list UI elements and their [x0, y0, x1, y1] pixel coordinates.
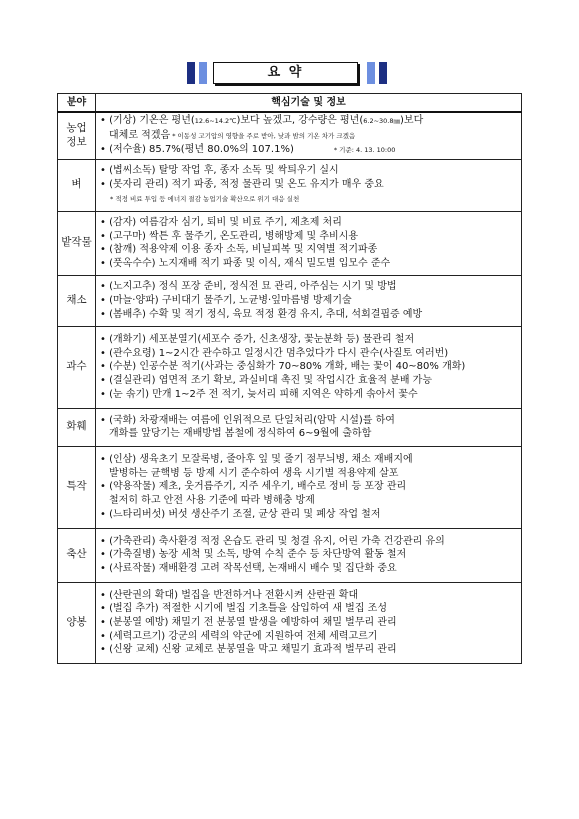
content-line — [100, 427, 518, 441]
content-line — [100, 294, 518, 308]
content-line — [100, 333, 518, 347]
line-text: 발병하는 균핵병 등 방제 시기 준수하여 생육 시기별 적용약제 살포 — [109, 467, 399, 479]
line-text: • (사료작물) 재배환경 고려 작목선택, 논재배시 배수 및 집단화 중요 — [100, 563, 397, 575]
content-line — [100, 280, 518, 294]
field-cell — [58, 408, 96, 446]
line-text: • (관수요령) 1~2시간 관수하고 일정시간 멈추었다가 다시 관수(사질토 여러번) — [100, 347, 449, 359]
content-cell — [96, 159, 522, 211]
line-text: • (신왕 교체) 신왕 교체로 분봉열을 막고 채밀기 효과적 벌무리 관리 — [100, 644, 397, 656]
field-label: 채소 — [66, 293, 87, 306]
title-deco-bar — [199, 62, 207, 84]
line-text: )보다 높겠고, 강수량은 평년( — [236, 115, 364, 126]
field-cell — [58, 528, 96, 582]
line-text: • (기상) 기온은 평년( — [100, 115, 195, 126]
field-label: 벼 — [71, 178, 82, 191]
title-deco-bar — [187, 62, 195, 84]
title-deco-bar — [379, 62, 387, 84]
line-note: * 적정 비료 투입 등 에너지 절감 농업기술 확산으로 위기 대응 실천 — [110, 194, 300, 203]
content-line — [100, 494, 518, 508]
content-line — [100, 192, 518, 207]
content-cell — [96, 582, 522, 663]
line-text: • (국화) 차광재배는 여름에 인위적으로 단일처리(암막 시설)를 하여 — [100, 414, 395, 426]
line-text: • (노지고추) 정식 포장 준비, 정식전 묘 관리, 아주심는 시기 및 방법 — [100, 281, 397, 293]
content-line — [100, 243, 518, 257]
line-small-text: 6.2~30.8㎜ — [363, 117, 401, 125]
content-line — [100, 347, 518, 361]
table-row — [58, 582, 522, 663]
content-cell — [96, 275, 522, 326]
content-line — [100, 257, 518, 271]
line-text: 대체로 적겠음 — [109, 129, 171, 141]
line-text: • (참깨) 적용약제 이용 종자 소독, 비닐피복 및 지역별 적기파종 — [100, 244, 378, 256]
field-label: 특작 — [66, 480, 87, 493]
table-row — [58, 446, 522, 528]
content-line — [100, 230, 518, 244]
field-label: 축산 — [66, 548, 87, 561]
content-cell — [96, 112, 522, 159]
line-text: • (산란권의 확대) 벌집을 반전하거나 전환시켜 산란권 확대 — [100, 589, 359, 601]
field-label: 정보 — [66, 135, 87, 148]
line-text: • (고구마) 싹튼 후 물주기, 온도관리, 병해방제 및 추비시용 — [100, 230, 359, 242]
line-text: )보다 — [400, 115, 424, 126]
content-line — [100, 374, 518, 388]
content-line — [100, 616, 518, 630]
content-line — [100, 114, 518, 129]
field-label: 양봉 — [66, 615, 87, 628]
content-line — [100, 164, 518, 178]
field-label: 과수 — [66, 360, 87, 373]
content-line — [100, 360, 518, 374]
content-line — [100, 643, 518, 657]
header-field: 분야 — [58, 94, 96, 113]
table-row — [58, 408, 522, 446]
line-note: * 이동성 고기압의 영향을 주로 받아, 낮과 밤의 기온 차가 크겠음 — [170, 131, 356, 140]
content-cell — [96, 528, 522, 582]
field-cell — [58, 112, 96, 159]
summary-title: 요 약 — [213, 62, 358, 84]
content-cell — [96, 326, 522, 408]
line-text: • (약용작물) 제초, 웃거름주기, 지주 세우기, 배수로 정비 등 포장 관리 — [100, 481, 407, 493]
title-deco-bar — [367, 62, 375, 84]
line-text: • (느타리버섯) 버섯 생산주기 조절, 균상 관리 및 폐상 작업 철저 — [100, 508, 381, 520]
line-text: • (가축관리) 축사환경 적정 온습도 관리 및 청결 유지, 어린 가축 건강관리 유의 — [100, 535, 445, 547]
table-header-row — [58, 94, 522, 113]
line-text: • (개화기) 세포분열기(세포수 증가, 신초생장, 꽃눈분화 등) 물관리 철저 — [100, 334, 415, 346]
field-label: 화훼 — [66, 420, 87, 433]
line-text: • (가축질병) 농장 세척 및 소독, 방역 수칙 준수 등 차단방역 활동 철저 — [100, 549, 407, 561]
line-text: • (볍씨소독) 탈망 작업 후, 종자 소독 및 싹틔우기 실시 — [100, 165, 339, 177]
content-line — [100, 480, 518, 494]
content-line — [100, 216, 518, 230]
table-row — [58, 326, 522, 408]
content-line — [100, 453, 518, 467]
field-cell — [58, 159, 96, 211]
content-line — [100, 388, 518, 402]
table-row — [58, 159, 522, 211]
line-text: • (눈 솎기) 만개 1~2주 전 적기, 늦서리 피해 지역은 약하게 솎아서 꽃수 — [100, 388, 418, 400]
content-line — [100, 129, 518, 144]
content-line — [100, 535, 518, 549]
content-cell — [96, 211, 522, 275]
content-line — [100, 308, 518, 322]
line-text: • (저수율) 85.7%(평년 80.0%의 107.1%) — [100, 144, 294, 156]
content-line — [100, 467, 518, 481]
summary-title-bar — [0, 62, 579, 86]
field-cell — [58, 326, 96, 408]
line-text: • (세력고르기) 강군의 세력의 약군에 지원하여 전체 세력고르기 — [100, 630, 378, 642]
content-cell — [96, 408, 522, 446]
table-row — [58, 528, 522, 582]
line-text: • (감자) 여름감자 심기, 퇴비 및 비료 주기, 제초제 처리 — [100, 217, 342, 229]
field-cell — [58, 446, 96, 528]
line-note: * 기준: 4. 13. 10:00 — [333, 146, 396, 155]
line-text: • (봄배추) 수확 및 적기 정식, 육묘 적정 환경 유지, 추대, 석회결핍증 예방 — [100, 308, 423, 320]
content-line — [100, 414, 518, 428]
header-content: 핵심기술 및 정보 — [96, 94, 522, 113]
content-line — [100, 562, 518, 576]
line-text: • (벌집 추가) 적절한 시기에 벌집 기초틀을 삽입하여 새 벌집 조성 — [100, 603, 387, 615]
line-text: • (마늘·양파) 구비대기 물주기, 노균병·잎마름병 방제기술 — [100, 294, 352, 306]
content-line — [100, 630, 518, 644]
content-line — [100, 548, 518, 562]
summary-table — [57, 93, 522, 664]
field-cell — [58, 582, 96, 663]
line-text: • (인삼) 생육초기 모잘록병, 줄아후 잎 및 줄기 점무늬병, 채소 재배지에 — [100, 454, 413, 466]
line-text: • (수분) 인공수분 적기(사과는 중심화가 70~80% 개화, 배는 꽃이 40~80% 개화) — [100, 361, 466, 373]
line-text: • (못자리 관리) 적기 파종, 적정 물관리 및 온도 유지가 매우 중요 — [100, 178, 384, 190]
table-row — [58, 211, 522, 275]
content-line — [100, 508, 518, 522]
line-small-text: 12.6~14.2℃ — [194, 117, 237, 125]
content-line — [100, 602, 518, 616]
content-cell — [96, 446, 522, 528]
field-label: 농업 — [66, 122, 87, 135]
field-label: 밭작물 — [61, 236, 92, 249]
content-line — [100, 589, 518, 603]
table-row — [58, 112, 522, 159]
content-line — [100, 143, 518, 158]
field-cell — [58, 211, 96, 275]
content-line — [100, 178, 518, 192]
table-row — [58, 275, 522, 326]
line-text: 철저히 하고 안전 사용 기준에 따라 병해충 방제 — [109, 495, 315, 507]
line-text: • (분봉열 예방) 채밀기 전 분봉열 발생을 예방하여 채밀 벌무리 관리 — [100, 616, 397, 628]
field-cell — [58, 275, 96, 326]
line-text: 개화를 앞당기는 재배방법 봄철에 정식하여 6~9월에 출하함 — [109, 428, 372, 440]
line-text: • (풋옥수수) 노지재배 적기 파종 및 이식, 재식 밀도별 입모수 준수 — [100, 257, 391, 269]
line-text: • (결실관리) 엽면적 조기 확보, 과실비대 촉진 및 작업시간 효율적 분배 가능 — [100, 375, 432, 387]
